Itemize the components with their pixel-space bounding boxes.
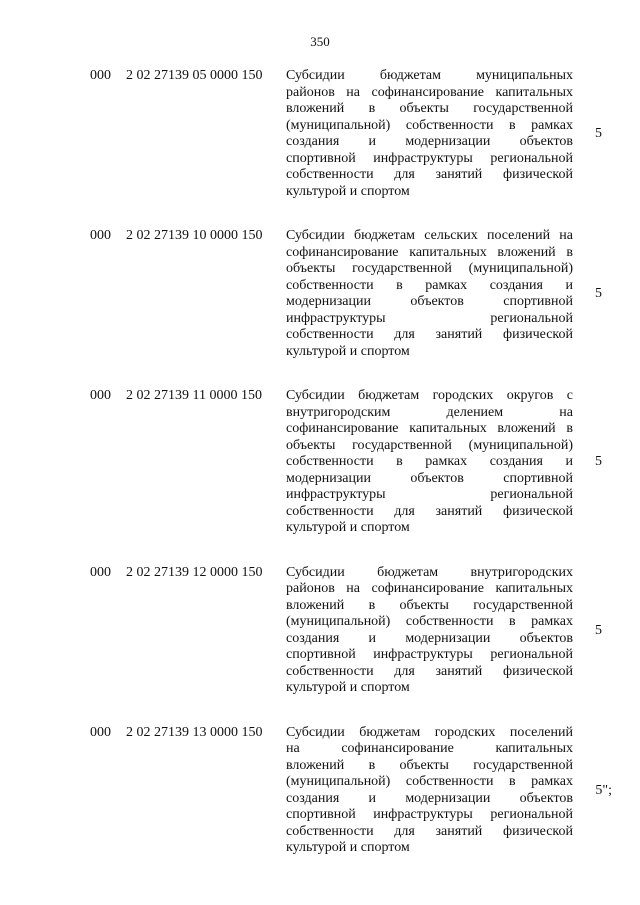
amount-value: 5	[595, 286, 602, 301]
description-line: объекты государственной (муниципальной)	[286, 261, 573, 276]
page-number: 350	[310, 34, 330, 49]
admin-code: 000	[90, 388, 111, 403]
description-line: культурой и спортом	[286, 183, 410, 199]
description-line: Субсидии бюджетам городских поселений	[286, 724, 573, 740]
budget-entry	[0, 725, 640, 857]
budget-classification-code: 2 02 27139 05 0000 150	[126, 68, 263, 83]
admin-code: 000	[90, 68, 111, 83]
description-line: собственности в рамках создания и	[286, 277, 573, 293]
budget-classification-code: 2 02 27139 10 0000 150	[126, 228, 263, 243]
description-line: Субсидии бюджетам городских округов с	[286, 388, 573, 403]
budget-classification-code: 2 02 27139 13 0000 150	[126, 724, 263, 740]
description-line: (муниципальной) собственности в рамках	[286, 614, 573, 629]
budget-entry	[0, 228, 640, 360]
admin-code: 000	[90, 564, 111, 580]
income-description	[286, 565, 573, 697]
description-line: культурой и спортом	[286, 520, 410, 535]
income-description	[286, 68, 573, 200]
amount-value: 5	[595, 622, 602, 638]
description-line: районов на софинансирование капитальных	[286, 581, 573, 596]
description-line: создания и модернизации объектов	[286, 134, 573, 149]
budget-entries-list	[0, 68, 640, 885]
description-line: вложений в объекты государственной	[286, 757, 573, 773]
budget-entry	[0, 68, 640, 200]
description-line: (муниципальной) собственности в рамках	[286, 117, 573, 133]
budget-classification-code: 2 02 27139 12 0000 150	[126, 564, 263, 580]
description-line: культурой и спортом	[286, 840, 410, 855]
description-line: собственности для занятий физической	[286, 167, 573, 182]
description-line: собственности для занятий физической	[286, 327, 573, 342]
description-line: спортивной инфраструктуры региональной	[286, 647, 573, 662]
budget-entry	[0, 388, 640, 537]
description-line: модернизации объектов спортивной	[286, 294, 573, 309]
description-line: на софинансирование капитальных	[286, 741, 573, 756]
description-line: модернизации объектов спортивной	[286, 470, 573, 486]
description-line: собственности в рамках создания и	[286, 454, 573, 469]
amount-value: 5	[595, 454, 602, 470]
description-line: софинансирование капитальных вложений в	[286, 244, 573, 260]
description-line: вложений в объекты государственной	[286, 101, 573, 116]
description-line: Субсидии бюджетам внутригородских	[286, 564, 573, 580]
description-line: Субсидии бюджетам муниципальных	[286, 68, 573, 83]
admin-code: 000	[90, 228, 111, 243]
amount-value: 5";	[595, 782, 612, 798]
income-description	[286, 388, 573, 537]
income-description	[286, 228, 573, 360]
description-line: спортивной инфраструктуры региональной	[286, 150, 573, 166]
description-line: вложений в объекты государственной	[286, 597, 573, 613]
admin-code: 000	[90, 724, 111, 740]
description-line: собственности для занятий физической	[286, 663, 573, 679]
description-line: инфраструктуры региональной	[286, 310, 573, 326]
description-line: собственности для занятий физической	[286, 503, 573, 519]
description-line: создания и модернизации объектов	[286, 790, 573, 806]
description-line: внутригородским делением на	[286, 404, 573, 420]
budget-classification-code: 2 02 27139 11 0000 150	[126, 388, 262, 403]
description-line: Субсидии бюджетам сельских поселений на	[286, 228, 573, 243]
description-line: культурой и спортом	[286, 680, 410, 695]
amount-value: 5	[595, 126, 602, 141]
description-line: районов на софинансирование капитальных	[286, 84, 573, 100]
income-description	[286, 725, 573, 857]
description-line: собственности для занятий физической	[286, 823, 573, 839]
budget-entry	[0, 565, 640, 697]
description-line: создания и модернизации объектов	[286, 630, 573, 646]
description-line: софинансирование капитальных вложений в	[286, 421, 573, 436]
description-line: объекты государственной (муниципальной)	[286, 437, 573, 453]
description-line: инфраструктуры региональной	[286, 487, 573, 502]
description-line: спортивной инфраструктуры региональной	[286, 807, 573, 822]
description-line: культурой и спортом	[286, 343, 410, 359]
description-line: (муниципальной) собственности в рамках	[286, 774, 573, 789]
